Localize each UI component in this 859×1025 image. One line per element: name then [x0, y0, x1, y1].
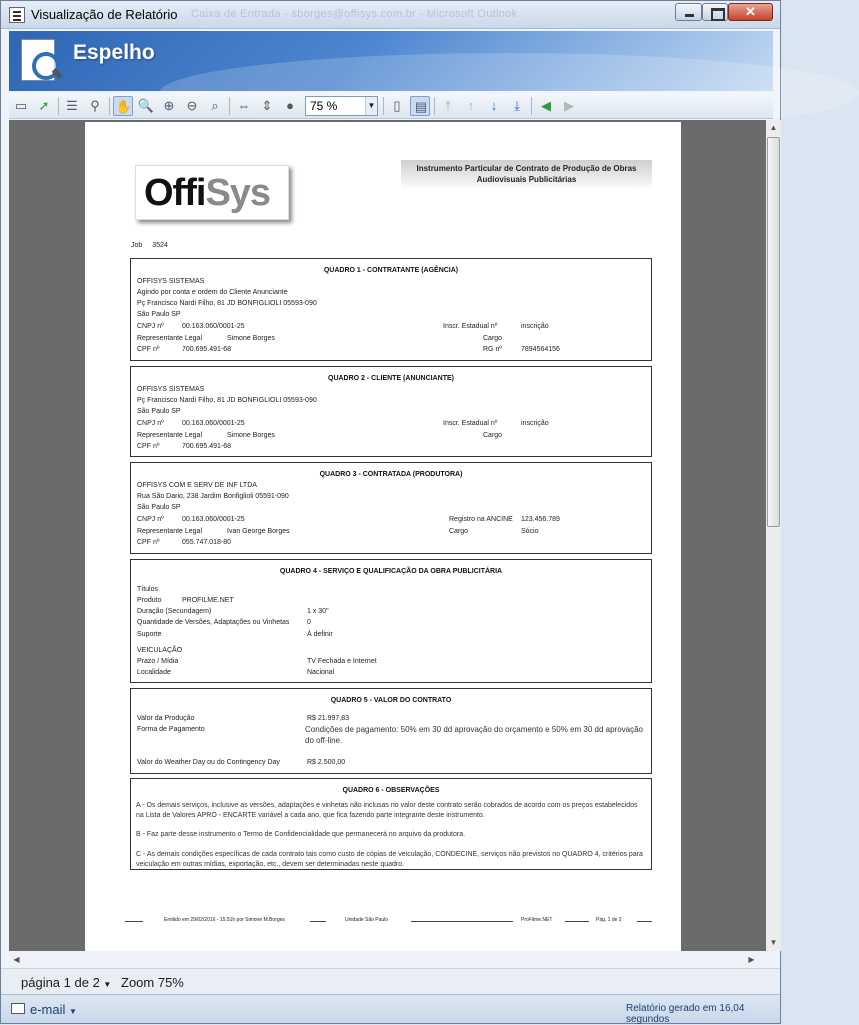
q2-rep-label: Representante Legal: [137, 432, 202, 439]
first-page-icon: ⤒: [445, 98, 451, 113]
zoom-in-icon: ⊕: [163, 98, 175, 113]
quadro-5-valor: [130, 688, 652, 774]
table-of-contents-button[interactable]: [62, 96, 82, 116]
q1-ie-label: Inscr. Estadual nº: [443, 323, 498, 330]
q2-cnpj-label: CNPJ nº: [137, 420, 164, 427]
q3-cpf-label: CPF nº: [137, 539, 160, 546]
q1-rep-label: Representante Legal: [137, 335, 202, 342]
q5-valor-value: R$ 21.997,83: [307, 715, 350, 722]
toolbar-separator: [531, 97, 532, 115]
last-page-icon: ⤓: [514, 98, 520, 113]
quadro-2-title: QUADRO 2 - CLIENTE (ANUNCIANTE): [328, 375, 454, 382]
two-pages-button[interactable]: [410, 96, 430, 116]
job-value: 3524: [152, 242, 168, 249]
q1-cpf-value: 700.695.491-68: [182, 346, 232, 353]
scroll-left-icon[interactable]: ◀: [13, 955, 20, 964]
logo-text-offi: Offi: [144, 172, 206, 214]
fit-page-button[interactable]: [257, 96, 277, 116]
zoom-indicator: Zoom 75%: [121, 975, 184, 990]
report-app-icon: [9, 7, 25, 23]
quadro-6-title: QUADRO 6 - OBSERVAÇÕES: [342, 787, 440, 794]
background-window-title: Caixa de Entrada - sborges@offisys.com.br - Microsoft Outlook: [191, 8, 518, 20]
q3-cnpj-value: 00.163.060/0001-25: [182, 516, 245, 523]
q6-obs-c: C - As demais condições específicas de cada contrato tais como custo de cópias de veiculação, CONDECINE, serviços não previstos no QUADRO 4, critérios para veiculação em outras mídias, exportação, etc., devem ser determinadas neste quadro.: [136, 851, 643, 868]
q4-versoes-value: 0: [307, 619, 311, 626]
q1-company: OFFISYS SISTEMAS: [137, 278, 205, 285]
q5-weather-value: R$ 2.500,00: [307, 759, 346, 766]
close-button[interactable]: [728, 3, 773, 21]
print-icon: ▭: [14, 98, 28, 113]
q2-cpf-value: 700.695.491-68: [182, 443, 232, 450]
toolbar-separator: [229, 97, 230, 115]
toolbar-separator: [434, 97, 435, 115]
banner-heading: Espelho: [73, 41, 155, 64]
logo-text-sys: Sys: [205, 172, 271, 214]
q5-weather-label: Valor do Weather Day ou do Contingency Day: [137, 759, 280, 766]
q3-cargo-value: Sócio: [521, 528, 539, 535]
q1-on-behalf: Agindo por conta e ordem do Cliente Anunciante: [137, 289, 288, 296]
q4-suporte-label: Suporte: [137, 631, 162, 638]
q3-cargo-label: Cargo: [449, 528, 469, 535]
q4-prazo-label: Prazo / Mídia: [137, 658, 179, 665]
q4-titulos-label: Títulos: [137, 586, 159, 593]
q1-cnpj-value: 00.163.060/0001-25: [182, 323, 245, 330]
scroll-right-icon[interactable]: ▶: [748, 955, 755, 964]
q3-company: OFFISYS COM E SERV DE INF LTDA: [137, 482, 257, 489]
quadro-4-servico: [130, 559, 652, 683]
email-label: e-mail: [30, 1002, 66, 1017]
q4-duracao-label: Duração (Secundagem): [137, 608, 212, 615]
vertical-scrollbar[interactable]: [766, 120, 781, 951]
table-of-contents-icon: ☰: [66, 98, 78, 113]
export-button[interactable]: [34, 96, 54, 116]
print-button[interactable]: [11, 96, 31, 116]
footer-rule: [411, 921, 513, 922]
close-icon: ✕: [745, 4, 756, 19]
zoom-tool-icon: 🔍: [137, 98, 155, 113]
q4-suporte-value: À definir: [307, 631, 333, 638]
q3-cnpj-label: CNPJ nº: [137, 516, 164, 523]
q2-rep-value: Simone Borges: [227, 432, 275, 439]
q4-produto-label: Produto: [137, 597, 162, 604]
page-indicator[interactable]: [21, 975, 111, 990]
actual-size-icon: ●: [286, 98, 294, 113]
horizontal-scrollbar[interactable]: [9, 951, 773, 968]
chevron-down-icon: ▼: [103, 980, 112, 989]
q3-ancine-value: 123.456.789: [521, 516, 560, 523]
q5-forma-value: Condições de pagamento: 50% em 30 dd aprovação do orçamento e 50% em 30 dd aprovação do off-line.: [305, 725, 643, 745]
chevron-down-icon: ▼: [69, 1007, 77, 1016]
quadro-3-title: QUADRO 3 - CONTRATADA (PRODUTORA): [319, 471, 463, 478]
email-icon: [11, 1003, 25, 1014]
status-bar: [1, 968, 780, 994]
logo-text: [144, 172, 270, 215]
viewer-toolbar: [9, 93, 773, 119]
footer-rule: [565, 921, 589, 922]
job-line: [131, 242, 168, 249]
title-bar: [1, 1, 780, 29]
q4-produto-value: PROFILME.NET: [182, 597, 234, 604]
contract-title-line2: Audiovisuais Publicitárias: [476, 175, 577, 184]
toolbar-separator: [383, 97, 384, 115]
q5-forma-label: Forma de Pagamento: [137, 726, 205, 733]
two-pages-icon: ▤: [414, 99, 428, 114]
quadro-4-title: QUADRO 4 - SERVIÇO E QUALIFICAÇÃO DA OBRA PUBLICITÁRIA: [279, 568, 503, 575]
single-page-icon: ▯: [393, 98, 401, 113]
maximize-button[interactable]: [702, 3, 728, 21]
q1-ie-value: inscrição: [521, 323, 549, 330]
quadro-2-cliente: [130, 366, 652, 457]
find-icon: ⚲: [90, 98, 100, 113]
q2-address: Pç Francisco Nardi Filho, 81 JD BONFIGLIOLI 05593-090: [137, 397, 317, 404]
q1-cnpj-label: CNPJ nº: [137, 323, 164, 330]
zoom-in-button[interactable]: [159, 96, 179, 116]
fit-page-icon: ⇕: [261, 98, 273, 113]
quadro-1-title: QUADRO 1 - CONTRATANTE (AGÊNCIA): [323, 267, 459, 274]
q4-localidade-label: Localidade: [137, 669, 171, 676]
previous-page-icon: ↑: [467, 98, 475, 113]
hand-icon: ✋: [115, 99, 133, 114]
forward-icon: ▶: [564, 98, 574, 113]
first-page-button[interactable]: [438, 96, 458, 116]
generation-time: Relatório gerado em 16,04 segundos: [626, 1003, 745, 1025]
q4-localidade-value: Nacional: [307, 669, 335, 676]
q1-address: Pç Francisco Nardi Filho, 81 JD BONFIGLIOLI 05593-090: [137, 300, 317, 307]
q3-cpf-value: 055.747.018-80: [182, 539, 232, 546]
toolbar-separator: [58, 97, 59, 115]
forward-button[interactable]: [559, 96, 579, 116]
zoom-select[interactable]: [305, 96, 378, 116]
footer-rule: [125, 921, 143, 922]
q2-company: OFFISYS SISTEMAS: [137, 386, 205, 393]
q2-ie-value: inscrição: [521, 420, 549, 427]
q4-versoes-label: Quantidade de Versões, Adaptações ou Vinhetas: [137, 619, 290, 626]
zoom-select-value: 75 %: [310, 99, 338, 113]
quadro-1-contratante: [130, 258, 652, 361]
zoom-marquee-button[interactable]: [205, 96, 225, 116]
zoom-out-button[interactable]: [182, 96, 202, 116]
email-button[interactable]: [30, 1002, 77, 1017]
page-indicator-text: página 1 de 2: [21, 975, 100, 990]
q1-rg-value: 7894564156: [521, 346, 560, 353]
footer-rule: [637, 921, 652, 922]
previous-page-button[interactable]: [461, 96, 481, 116]
report-preview-area[interactable]: [9, 120, 778, 951]
q1-cargo-label: Cargo: [483, 335, 503, 342]
quadro-3-contratada: [130, 462, 652, 554]
job-label: Job: [131, 242, 143, 249]
footer-emitido: Emitido em 29/02/2016 - 15:51h por Simone M.Borges: [164, 917, 285, 923]
next-page-button[interactable]: [484, 96, 504, 116]
q1-cpf-label: CPF nº: [137, 346, 160, 353]
magnifier-document-icon: [21, 39, 55, 81]
scroll-down-icon[interactable]: ▼: [769, 938, 778, 947]
q2-cargo-label: Cargo: [483, 432, 503, 439]
window-title: Visualização de Relatório: [31, 7, 178, 22]
q4-prazo-value: TV Fechada e Internet: [307, 658, 377, 665]
q6-obs-b: B - Faz parte desse instrumento o Termo de Confidencialidade que permanecerá no arquivo da produtora.: [136, 831, 466, 838]
zoom-marquee-icon: ⌕: [211, 98, 219, 113]
fit-width-button[interactable]: [234, 96, 254, 116]
q1-rep-value: Simone Borges: [227, 335, 275, 342]
q1-city: São Paulo SP: [137, 311, 181, 318]
report-page: [85, 122, 681, 951]
footer-produto: ProFilme.NET: [521, 917, 553, 923]
single-page-button[interactable]: [387, 96, 407, 116]
q3-ancine-label: Registro na ANCINE: [449, 516, 513, 523]
quadro-5-title: QUADRO 5 - VALOR DO CONTRATO: [330, 697, 452, 704]
back-button[interactable]: [536, 96, 556, 116]
find-button[interactable]: [85, 96, 105, 116]
q2-cpf-label: CPF nº: [137, 443, 160, 450]
hand-tool-button[interactable]: [113, 96, 133, 116]
back-icon: ◀: [541, 98, 551, 113]
actual-size-button[interactable]: [280, 96, 300, 116]
q1-rg-label: RG nº: [483, 346, 502, 353]
footer-rule: [310, 921, 326, 922]
q3-rep-label: Representante Legal: [137, 528, 202, 535]
q2-cnpj-value: 00.163.060/0001-25: [182, 420, 245, 427]
chevron-down-icon[interactable]: ▼: [365, 97, 377, 115]
q5-valor-label: Valor da Produção: [137, 715, 195, 722]
q6-obs-a: A - Os demais serviços, inclusive as versões, adaptações e vinhetas não inclusas no valor deste contrato serão cobrados de acordo com os preços estabelecidos na Lista de Valores APRO - ENCARTE variável a cada ano, que fica fazendo parte integrante deste instrumento.: [136, 802, 638, 819]
footer-unidade: Unidade São Paulo: [345, 917, 389, 923]
q4-duracao-value: 1 x 30": [307, 608, 329, 615]
vertical-scroll-thumb[interactable]: [767, 137, 780, 527]
zoom-out-icon: ⊖: [186, 98, 198, 113]
q4-veiculacao-label: VEICULAÇÃO: [137, 647, 183, 654]
last-page-button[interactable]: [507, 96, 527, 116]
q2-ie-label: Inscr. Estadual nº: [443, 420, 498, 427]
toolbar-separator: [109, 97, 110, 115]
contract-title: [401, 160, 652, 188]
q2-city: São Paulo SP: [137, 408, 181, 415]
q3-address: Rua São Dario, 238 Jardim Bonfiglioli 05591-090: [137, 493, 289, 500]
q3-rep-value: Ivan George Borges: [227, 528, 290, 535]
minimize-button[interactable]: [675, 3, 702, 21]
next-page-icon: ↓: [490, 98, 498, 113]
report-banner: [9, 31, 773, 91]
fit-width-icon: ⇔: [237, 98, 251, 113]
quadro-6-observacoes: [130, 778, 652, 870]
bottom-bar: [1, 994, 780, 1023]
q3-city: São Paulo SP: [137, 504, 181, 511]
export-icon: ➚: [38, 98, 50, 113]
offisys-logo: [135, 165, 289, 220]
contract-title-line1: Instrumento Particular de Contrato de Produção de Obras: [416, 164, 637, 173]
zoom-tool-button[interactable]: [136, 96, 156, 116]
scroll-up-icon[interactable]: ▲: [769, 123, 778, 132]
footer-pagina: Pág. 1 de 2: [596, 917, 622, 923]
